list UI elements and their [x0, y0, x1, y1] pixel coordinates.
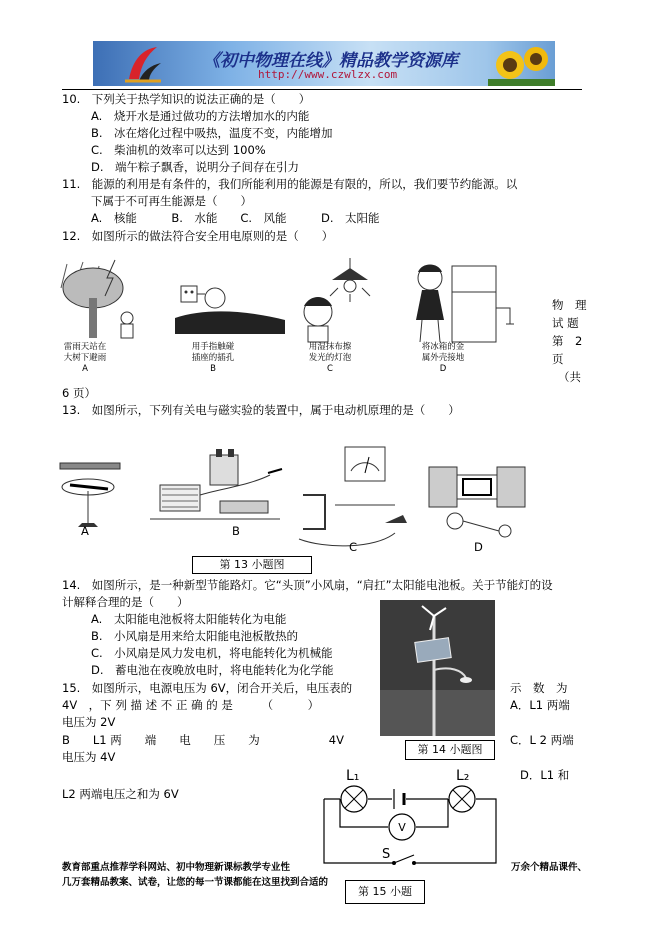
- fridge-girl-icon: [416, 265, 514, 343]
- q15-line5: 电压为 4V: [62, 750, 116, 764]
- galvanometer-magnet-icon: [299, 447, 407, 546]
- page-label-line3: 第 2: [552, 334, 583, 348]
- q12-stem: 12. 如图所示的做法符合安全用电原则的是（ ）: [62, 229, 334, 243]
- q12-captions: [55, 342, 525, 378]
- q10-option-a: A. 烧开水是通过做功的方法增加水的内能: [91, 109, 310, 123]
- q15-line3: 电压为 2V: [62, 715, 116, 729]
- caption-line: 用手指触碰: [191, 342, 235, 352]
- q12-caption-a: [55, 342, 115, 375]
- switch-icon: [394, 855, 414, 863]
- caption-tag: C: [327, 364, 333, 374]
- q14-option-c: C. 小风扇是风力发电机，将电能转化为机械能: [91, 646, 333, 660]
- q14-caption: 第 14 小题图: [405, 740, 495, 760]
- lamp-l2-label: L₂: [456, 768, 470, 784]
- caption-line: 将冰箱的金: [421, 342, 465, 352]
- q13-figure: [50, 445, 535, 555]
- lamp-child-icon: [304, 258, 370, 342]
- page-label-line4: 页: [552, 352, 564, 366]
- q14-stem: 14. 如图所示，是一种新型节能路灯。它“头顶”小风扇，“肩扛”太阳能电池板。关于节能灯的设: [62, 578, 553, 592]
- sunflower-icon: [488, 41, 555, 86]
- q10-option-d: D. 端午粽子飘香，说明分子间存在引力: [91, 160, 300, 174]
- caption-line: 发光的灯泡: [308, 353, 352, 363]
- q13-caption: 第 13 小题图: [192, 556, 312, 574]
- footer-line1-b: 万余个精品课件、: [511, 862, 588, 873]
- lamp-l1-label: L₁: [346, 768, 360, 784]
- page-label-line1: 物 理: [552, 298, 587, 312]
- voltmeter-label: V: [398, 821, 406, 834]
- header-rule: [62, 89, 582, 90]
- socket-child-icon: [175, 286, 285, 334]
- logo-icon: [123, 45, 163, 83]
- footer-line2: 几万套精品教案、试卷，让您的每一节课都能在这里找到合适的: [62, 877, 329, 888]
- q15-caption: 第 15 小题: [345, 880, 425, 904]
- caption-line: 属外壳接地: [421, 353, 465, 363]
- q15-line6-b: D．L1 和: [520, 768, 570, 782]
- q15-stem-b: 示 数 为: [510, 681, 568, 695]
- q13-stem: 13. 如图所示，下列有关电与磁实验的装置中，属于电动机原理的是（ ）: [62, 403, 460, 417]
- storm-tree-icon: [61, 260, 133, 338]
- q11-options: A. 核能 B. 水能 C. 风能 D. 太阳能: [91, 211, 380, 225]
- q13-tag-c: C: [349, 540, 358, 554]
- q12-caption-c: [300, 342, 360, 375]
- q12-figure: [55, 258, 525, 378]
- q15-circuit-diagram: [310, 765, 510, 875]
- q10-option-b: B. 冰在熔化过程中吸热，温度不变，内能增加: [91, 126, 333, 140]
- q15-line4-b: C．L 2 两端: [510, 733, 574, 747]
- q12-caption-b: [183, 342, 243, 375]
- q14-stem-cont: 计解释合理的是（ ）: [62, 595, 189, 609]
- q12-caption-d: [413, 342, 473, 375]
- q15-stem-a: 15. 如图所示，电源电压为 6V，闭合开关后，电压表的: [62, 681, 353, 695]
- q11-stem-cont: 下属于不可再生能源是（ ）: [91, 194, 252, 208]
- motor-magnet-icon: [429, 467, 525, 537]
- caption-line: 用湿抹布擦: [308, 342, 352, 352]
- caption-line: 插座的插孔: [191, 353, 235, 363]
- q15-line4-a: B L1 两 端 电 压 为 4V: [62, 733, 344, 747]
- header-banner: [93, 41, 555, 86]
- footer-line1-a: 教育部重点推荐学科网站、初中物理新课标教学专业性: [62, 862, 291, 873]
- caption-tag: A: [82, 364, 88, 374]
- q10-option-c: C. 柴油机的效率可以达到 100%: [91, 143, 266, 157]
- q14-option-b: B. 小风扇是用来给太阳能电池板散热的: [91, 629, 299, 643]
- electromagnet-circuit-icon: [150, 449, 282, 519]
- q15-line7: L2 两端电压之和为 6V: [62, 787, 179, 801]
- banner-url[interactable]: http://www.czwlzx.com: [258, 68, 398, 81]
- q12-illustrations: [55, 258, 525, 346]
- page-label-line2: 试 题: [552, 316, 579, 330]
- caption-line: 大树下避雨: [63, 353, 107, 363]
- q13-tag-a: A: [81, 524, 89, 538]
- page-label-line5: （共: [558, 370, 581, 384]
- caption-line: 雷雨天站在: [63, 342, 107, 352]
- q14-option-a: A. 太阳能电池板将太阳能转化为电能: [91, 612, 287, 626]
- q14-option-d: D. 蓄电池在夜晚放电时，将电能转化为化学能: [91, 663, 334, 677]
- q14-photo: [380, 600, 495, 736]
- q15-line2-a: 4V ，下 列 描 述 不 正 确 的 是 （ ）: [62, 698, 320, 712]
- q10-stem: 10. 下列关于热学知识的说法正确的是（ ）: [62, 92, 311, 106]
- caption-tag: D: [439, 364, 447, 374]
- page-label-line6: 6 页）: [62, 386, 96, 400]
- switch-label: S: [382, 847, 391, 862]
- q13-tag-d: D: [474, 540, 483, 554]
- oersted-experiment-icon: [60, 463, 120, 527]
- caption-tag: B: [210, 364, 216, 374]
- q13-tag-b: B: [232, 524, 240, 538]
- banner-title: 《初中物理在线》精品教学资源库: [203, 51, 458, 71]
- q15-line2-b: A．L1 两端: [510, 698, 570, 712]
- q11-stem: 11. 能源的利用是有条件的，我们所能利用的能源是有限的，所以，我们要节约能源。以: [62, 177, 518, 191]
